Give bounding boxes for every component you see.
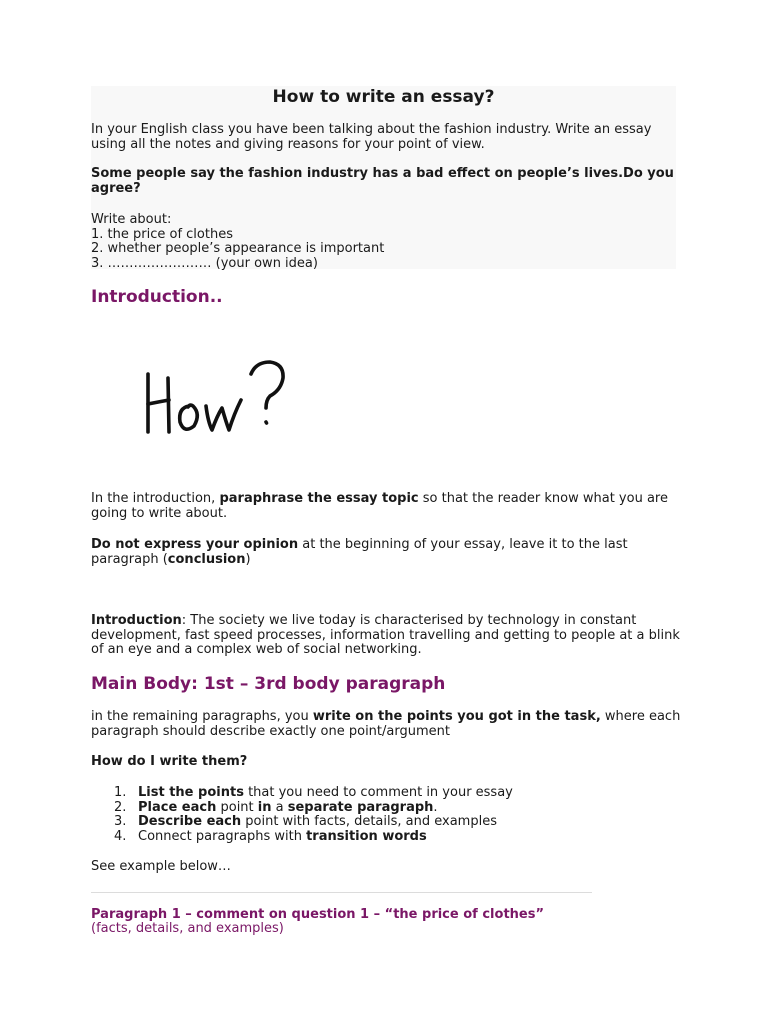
page-title: How to write an essay? <box>272 87 495 107</box>
introduction-heading: Introduction.. <box>91 287 223 307</box>
how-question-image <box>138 352 294 444</box>
task-box <box>91 86 676 269</box>
task-point: 2. whether people’s appearance is important <box>91 241 385 256</box>
intro-paragraph-2: Do not express your opinion at the beginning of your essay, leave it to the last paragraph (conclusion) <box>91 537 628 567</box>
write-about-label: Write about: <box>91 212 172 227</box>
intro-paragraph-1: In the introduction, paraphrase the essay topic so that the reader know what you are going to write about. <box>91 491 668 521</box>
see-example-text: See example below… <box>91 859 231 874</box>
task-write-about <box>91 213 384 271</box>
how-do-i-write-question: How do I write them? <box>91 754 248 769</box>
main-body-paragraph: in the remaining paragraphs, you write on the points you got in the task, where each paragraph should describe exactly one point/argument <box>91 709 681 739</box>
list-item: 1. List the points that you need to comment in your essay <box>114 785 513 800</box>
task-statement: Some people say the fashion industry has a bad effect on people’s lives.Do you agree? <box>91 166 674 196</box>
task-point: 3. …………………… (your own idea) <box>91 255 318 271</box>
how-image-text: How? <box>138 352 141 353</box>
paragraph-1-title: Paragraph 1 – comment on question 1 – “the price of clothes” <box>91 907 545 922</box>
paragraph-1-subtitle: (facts, details, and examples) <box>91 921 284 936</box>
steps-list <box>91 786 681 844</box>
intro-example-paragraph: Introduction: The society we live today is characterised by technology in constant development, fast speed processes, information travelling and getting to people at a blink of an eye and a complex web of social networking. <box>91 613 680 657</box>
task-point: 1. the price of clothes <box>91 226 233 242</box>
main-body-heading: Main Body: 1st – 3rd body paragraph <box>91 674 446 694</box>
list-item: 3. Describe each point with facts, details, and examples <box>114 814 497 829</box>
list-item: 4. Connect paragraphs with transition words <box>114 828 427 844</box>
divider <box>91 892 592 893</box>
list-item: 2. Place each point in a separate paragraph. <box>114 799 438 815</box>
task-intro: In your English class you have been talking about the fashion industry. Write an essay using all the notes and giving reasons for your point of view. <box>91 122 652 152</box>
